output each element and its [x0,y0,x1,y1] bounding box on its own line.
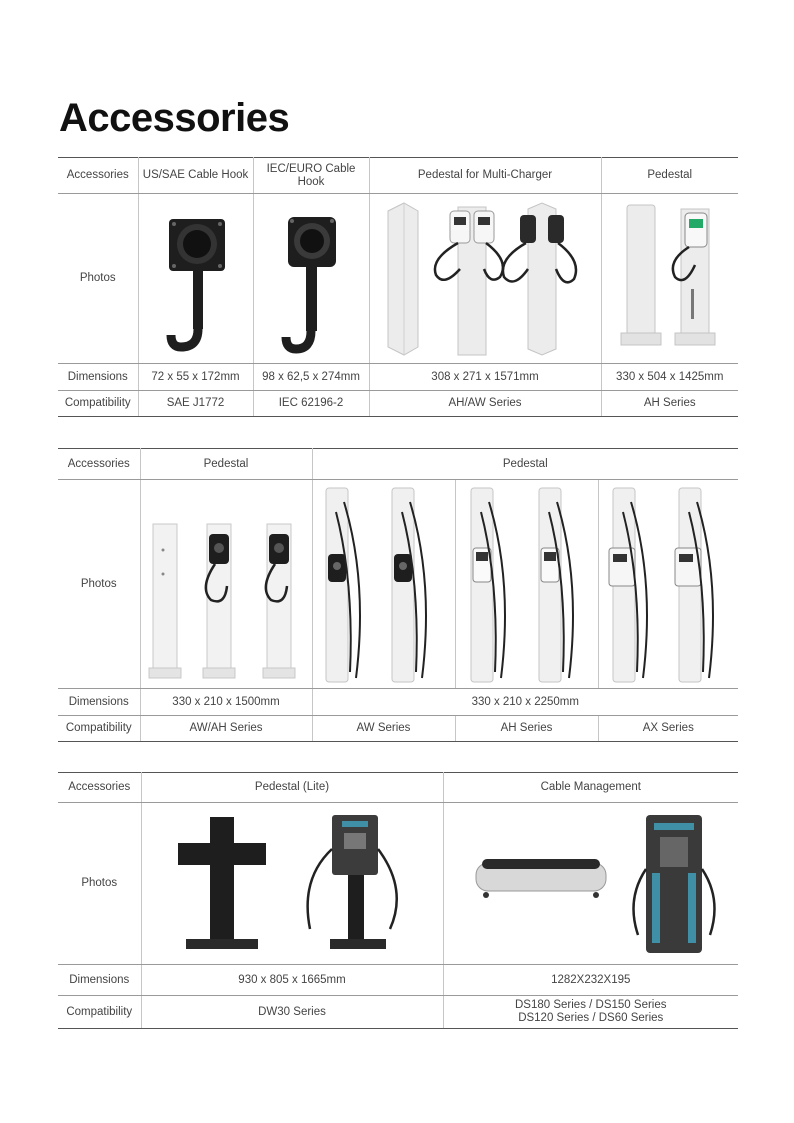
photo-pedestal-lite [141,803,443,965]
compat-pedestal: AH Series [601,391,738,417]
dimensions-us-sae-hook: 72 x 55 x 172mm [138,364,253,391]
compat-us-sae-hook: SAE J1772 [138,391,253,417]
row-label-accessories: Accessories [58,158,138,194]
photo-pedestal-aw [312,480,455,689]
row-label-dimensions: Dimensions [58,689,140,716]
compat-line-2: DS120 Series / DS60 Series [518,1012,664,1024]
dimensions-pedestal: 330 x 504 x 1425mm [601,364,738,391]
row-label-photos: Photos [58,194,138,364]
photo-cable-management [443,803,738,965]
accessories-table-3 [58,772,738,1029]
accessories-table-1 [58,157,738,417]
compat-line-1: DS180 Series / DS150 Series [515,999,667,1011]
dimensions-pedestal-lite: 930 x 805 x 1665mm [141,965,443,996]
row-label-compatibility: Compatibility [58,391,138,417]
photo-pedestal-ah [455,480,598,689]
dimensions-multi-pedestal: 308 x 271 x 1571mm [369,364,601,391]
row-label-accessories: Accessories [58,449,140,480]
photo-multi-pedestal [369,194,601,364]
photo-pedestal-1500 [140,480,312,689]
accessories-table-2 [58,448,738,742]
photo-us-sae-hook [138,194,253,364]
dimensions-cable-management: 1282X232X195 [443,965,738,996]
col-header-cable-management: Cable Management [443,773,738,803]
dimensions-pedestal-2250: 330 x 210 x 2250mm [312,689,738,716]
compat-pedestal-1500: AW/AH Series [140,716,312,742]
compat-cable-management [443,996,738,1029]
compat-pedestal-lite: DW30 Series [141,996,443,1029]
dimensions-iec-euro-hook: 98 x 62,5 x 274mm [253,364,369,391]
dimensions-pedestal-1500: 330 x 210 x 1500mm [140,689,312,716]
compat-multi-pedestal: AH/AW Series [369,391,601,417]
col-header-pedestal-lite: Pedestal (Lite) [141,773,443,803]
col-header-pedestal-1500: Pedestal [140,449,312,480]
photo-iec-euro-hook [253,194,369,364]
compat-ax-series: AX Series [598,716,738,742]
photo-pedestal [601,194,738,364]
compat-ah-series: AH Series [455,716,598,742]
col-header-pedestal-2250: Pedestal [312,449,738,480]
compat-iec-euro-hook: IEC 62196-2 [253,391,369,417]
row-label-compatibility: Compatibility [58,716,140,742]
row-label-compatibility: Compatibility [58,996,141,1029]
compat-aw-series: AW Series [312,716,455,742]
row-label-photos: Photos [58,480,140,689]
row-label-dimensions: Dimensions [58,364,138,391]
photo-pedestal-ax [598,480,738,689]
row-label-photos: Photos [58,803,141,965]
col-header-pedestal: Pedestal [601,158,738,194]
page-title: Accessories [59,96,290,140]
row-label-accessories: Accessories [58,773,141,803]
col-header-us-sae-hook: US/SAE Cable Hook [138,158,253,194]
col-header-iec-euro-hook: IEC/EURO Cable Hook [253,158,369,194]
row-label-dimensions: Dimensions [58,965,141,996]
col-header-multi-pedestal: Pedestal for Multi-Charger [369,158,601,194]
